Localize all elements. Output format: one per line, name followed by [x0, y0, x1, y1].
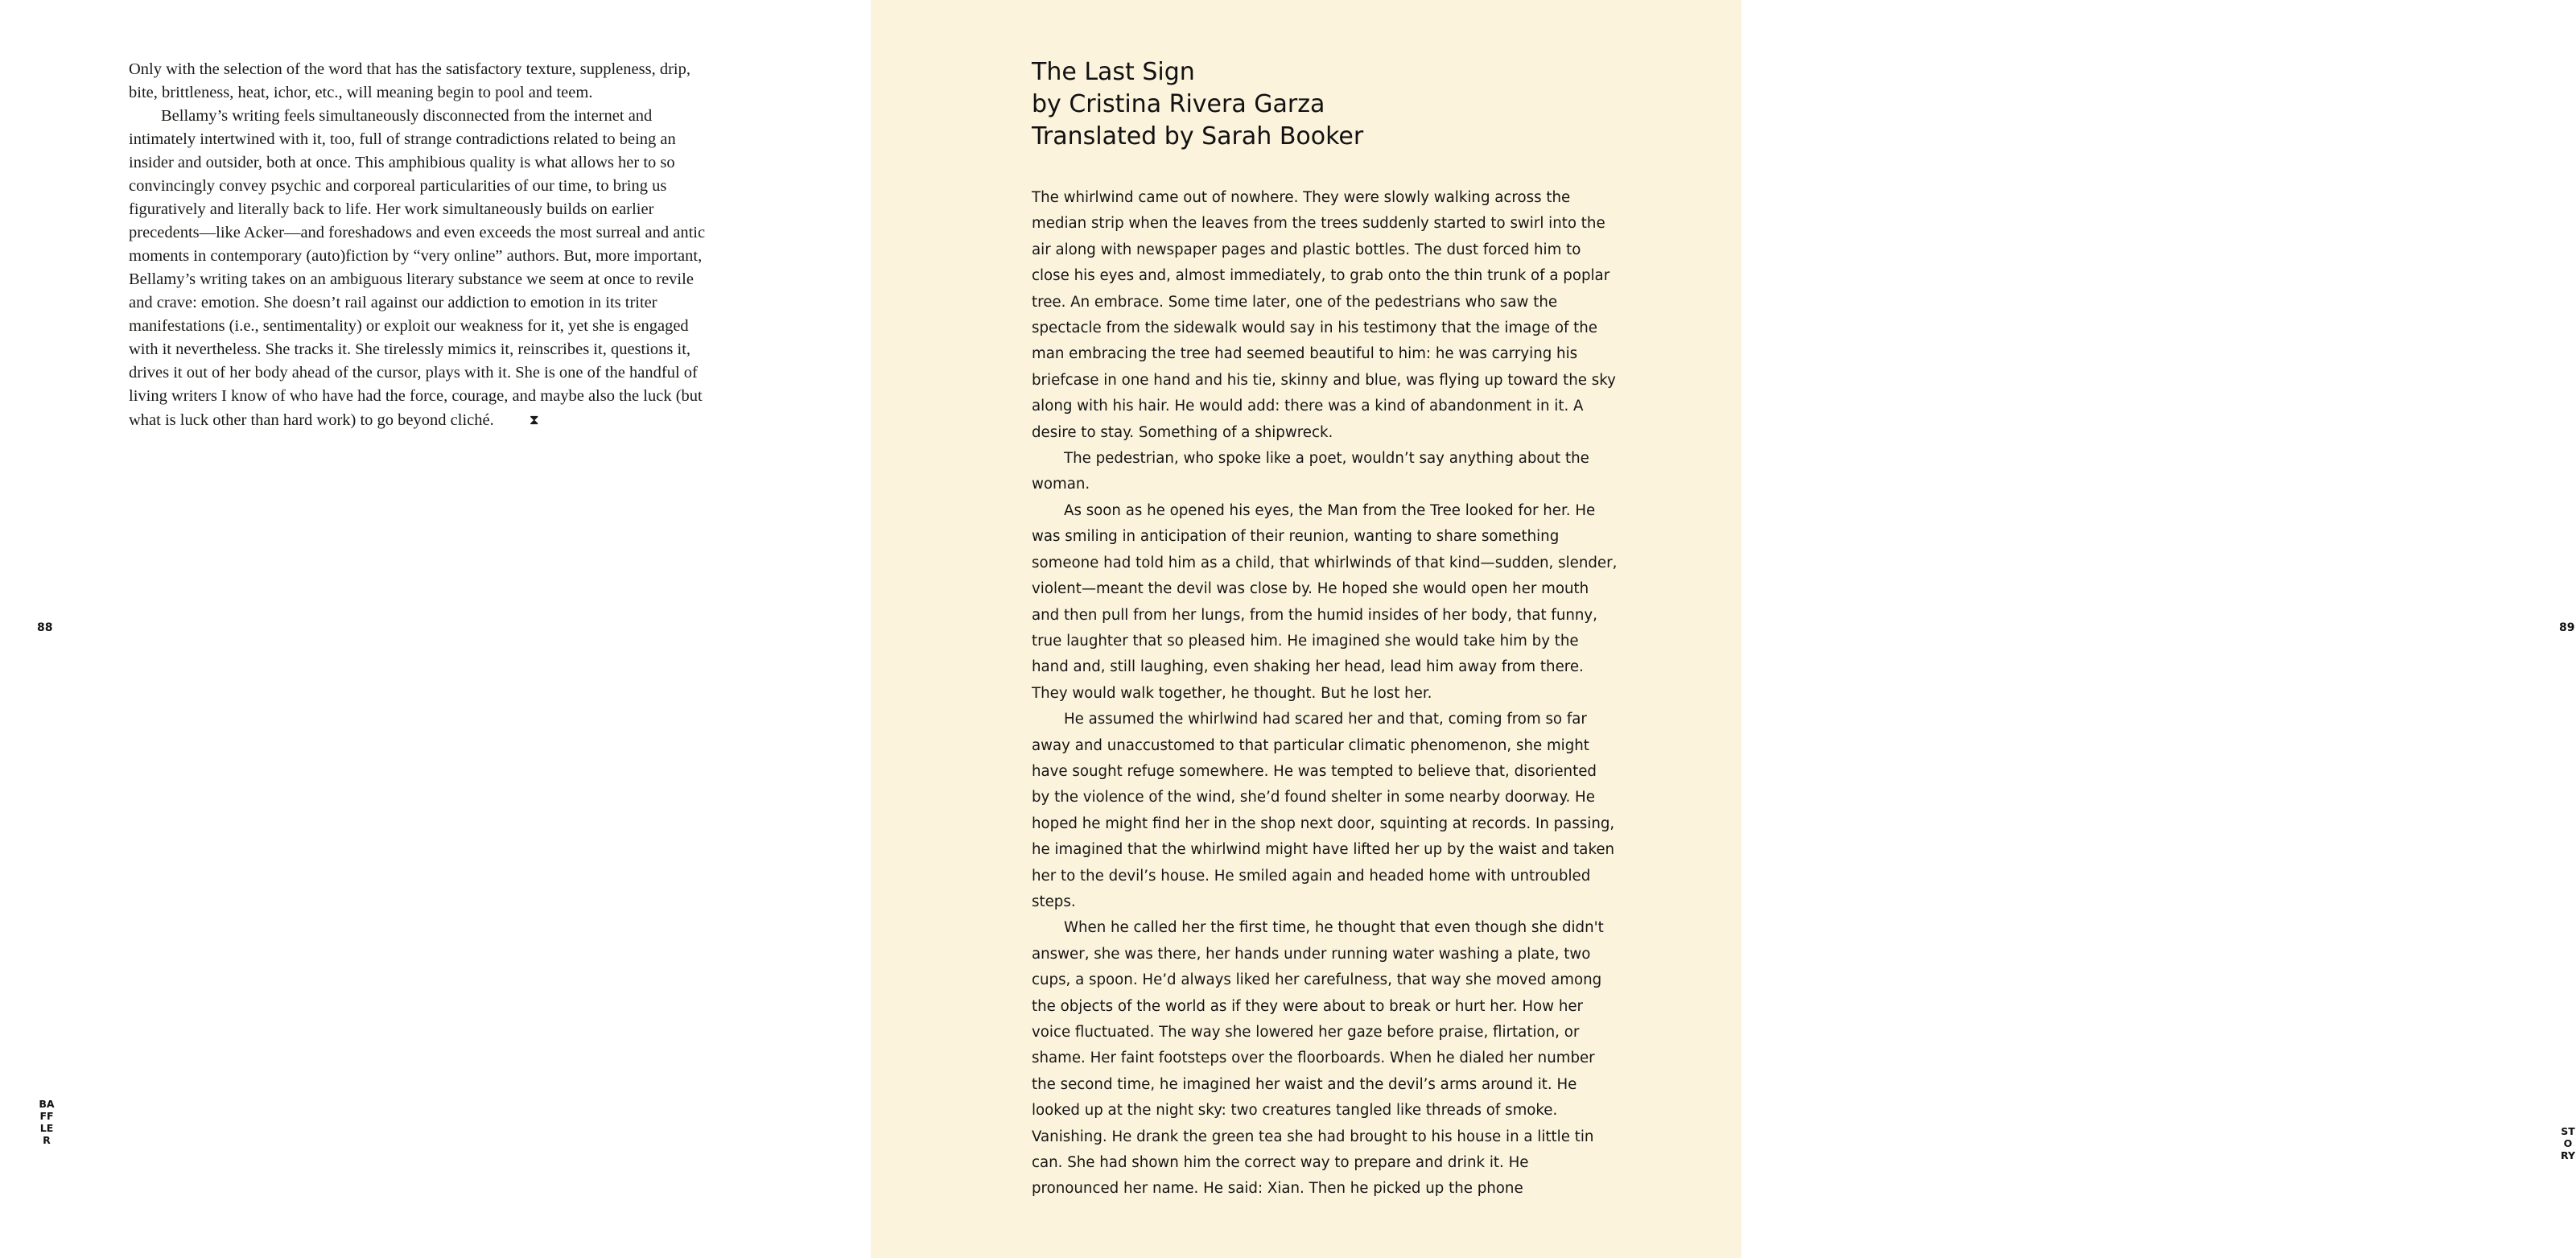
story-paragraph: When he called her the first time, he thought that even though she didn't answer, she was there, her hands under running water washing a plate, two cups, a spoon. He’d always liked her carefulness, that way she moved among the objects of the world as if they were about to break or hurt her. How her voice fluctuated. The way she lowered her gaze before praise, flirtation, or shame. Her faint footsteps over the floorboards. When he dialed her number the second time, he imagined her waist and the devil’s arms around it. He looked up at the night sky: two creatures tangled like threads of smoke. Vanishing. He drank the green tea she had brought to his house in a little tin can. She had shown him the correct way to prepare and drink it. He pronounced her name. He said: Xian. Then he picked up the phone [1032, 919, 1604, 1198]
story-text-column [1032, 185, 1619, 1202]
story-paragraph: The whirlwind came out of nowhere. They were slowly walking across the median strip when the leaves from the trees suddenly started to swirl into the air along with newspaper pages and plastic bottles. The dust forced him to close his eyes and, almost immediately, to grab onto the thin trunk of a poplar tree. An embrace. Some time later, one of the pedestrians who saw the spectacle from the sidewalk would say in his testimony that the image of the man embracing the tree had seemed beautiful to him: he was carrying his briefcase in one hand and his tie, skinny and blue, was flying up toward the sky along with his hair. He would add: there was a kind of abandonment in it. A desire to stay. Something of a shipwreck. [1032, 189, 1616, 441]
page-number-right: 89 [2559, 621, 2575, 634]
essay-paragraph: Only with the selection of the word that has the satisfactory texture, suppleness, drip, bite, brittleness, heat, ichor, etc., will meaning begin to pool and teem. [129, 60, 690, 101]
essay-text-column [129, 58, 713, 432]
hourglass-end-mark-icon: ⧗ [529, 412, 539, 427]
running-foot-magazine-name: BAFFLER [39, 1098, 55, 1146]
page-number-left: 88 [37, 621, 53, 634]
running-foot-section-name: STORY [2561, 1125, 2575, 1161]
story-heading [1032, 56, 1611, 153]
story-byline: by Cristina Rivera Garza [1032, 90, 1325, 118]
right-page [871, 0, 2575, 1258]
story-paragraph: The pedestrian, who spoke like a poet, wouldn’t say anything about the woman. [1032, 450, 1589, 493]
story-paragraph: As soon as he opened his eyes, the Man from the Tree looked for her. He was smiling in anticipation of their reunion, wanting to share something someone had told him as a child, that whirlwinds of that kind—sudden, slender, violent—meant the devil was close by. He hoped she would open her mouth and then pull from her lungs, from the humid insides of her body, that funny, true laughter that so pleased him. He imagined she would take him by the hand and, still laughing, even shaking her head, lead him away from there. They would walk together, he thought. But he lost her. [1032, 501, 1618, 702]
story-title: The Last Sign [1032, 58, 1195, 86]
story-paragraph: He assumed the whirlwind had scared her and that, coming from so far away and unaccustomed to that particular climatic phenomenon, she might have sought refuge somewhere. He was tempted to believe that, disoriented by the violence of the wind, she’d found shelter in some nearby doorway. He hoped he might find her in the shop next door, squinting at records. In passing, he imagined that the whirlwind might have lifted her up by the waist and taken her to the devil’s house. He smiled again and headed home with untroubled steps. [1032, 711, 1615, 910]
story-translator: Translated by Sarah Booker [1032, 122, 1364, 151]
left-page [0, 0, 871, 1258]
essay-paragraph [129, 105, 713, 432]
essay-paragraph-text: Bellamy’s writing feels simultaneously disconnected from the internet and intimately intertwined with it, too, full of strange contradictions related to being an insider and outsider, both at once. This amphibious quality is what allows her to so convincingly convey psychic and corporeal particularities of our time, to bring us figuratively and literally back to life. Her work simultaneously builds on earlier precedents—like Acker—and foreshadows and even exceeds the most surreal and antic moments in contemporary (auto)fiction by “very online” authors. But, more important, Bellamy’s writing takes on an ambiguous literary substance we seem at once to revile and crave: emotion. She doesn’t rail against our addiction to emotion in its triter manifestations (i.e., sentimentality) or exploit our weakness for it, yet she is engaged with it nevertheless. She tracks it. She tirelessly mimics it, reinscribes it, questions it, drives it out of her body ahead of the cursor, plays with it. She is one of the handful of living writers I know of who have had the force, courage, and maybe also the luck (but what is luck other than hard work) to go beyond cliché. [129, 107, 706, 429]
